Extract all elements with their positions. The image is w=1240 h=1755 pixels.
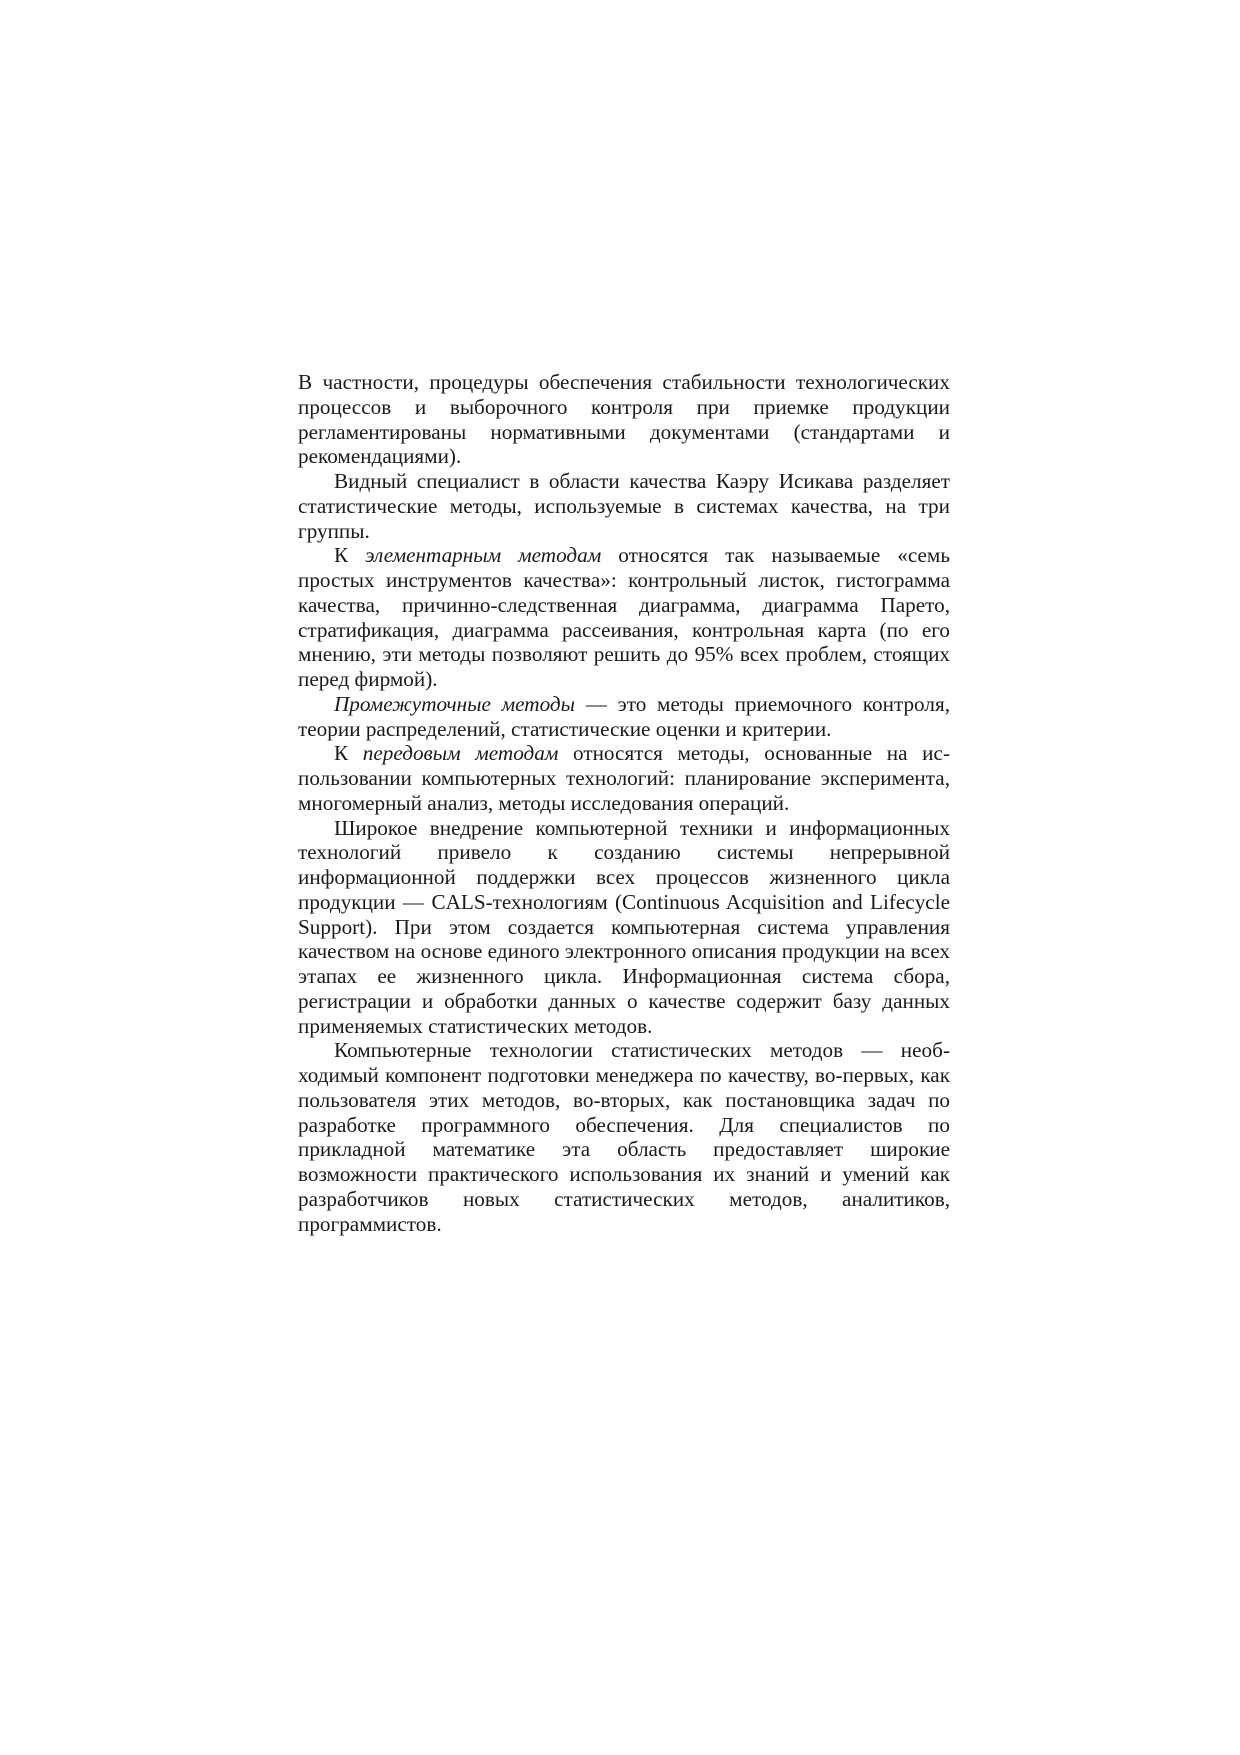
paragraph-5-rest: относятся методы, основанные на использовании компьютерных технологий: планирование эксперимента, многомерный анализ, методы исследования операций. <box>298 741 950 815</box>
paragraph-3-rest: относятся так называемые «семь простых инструментов качества»: контрольный листок, гистограмма качества, причинно-следственная диаграмма, диаграмма Парето, стратификация, диаграмма рассеивания, контрольная карта (по его мнению, эти методы позволяют решить до 95% всех проблем, стоящих перед фирмой). <box>298 543 950 691</box>
paragraph-1 <box>298 370 950 469</box>
paragraph-7-text: Компьютерные технологии статистических методов — необходимый компонент подготовки менеджера по качеству, во-первых, как пользователя этих методов, во-вторых, как постановщика задач по разработке программного обеспечения. Для специалистов по прикладной математике эта область предоставляет широкие возможности практического использования их знаний и умений как разработчиков новых статистических методов, аналитиков, программистов. <box>298 1038 950 1236</box>
paragraph-6 <box>298 816 950 1039</box>
paragraph-4 <box>298 692 950 742</box>
paragraph-3-term: элементарным методам <box>365 543 602 568</box>
paragraph-2 <box>298 469 950 543</box>
paragraph-5 <box>298 741 950 815</box>
paragraph-1-text: В частности, процедуры обеспечения стабильности технологических процессов и выборочного контроля при приемке продукции регламентированы нормативными документами (стандартами и рекомендациями). <box>298 370 950 469</box>
paragraph-3-lead: К <box>334 543 366 568</box>
paragraph-5-term: передовым методам <box>362 741 559 766</box>
paragraph-3 <box>298 543 950 692</box>
text-block <box>298 370 950 1236</box>
paragraph-5-lead: К <box>334 741 363 766</box>
paragraph-7 <box>298 1038 950 1236</box>
paragraph-2-text: Видный специалист в области качества Каэру Исикава разделяет статистические методы, используемые в системах качества, на три группы. <box>298 469 950 543</box>
paragraph-4-rest: — это методы приемочного контроля, теории распределений, статистические оценки и критерии. <box>298 691 950 741</box>
paragraph-4-term: Промежуточные методы <box>334 691 575 716</box>
paragraph-6-text: Широкое внедрение компьютерной техники и информационных технологий привело к созданию системы непрерывной информационной поддержки всех процессов жизненного цикла продукции — CALS-технологиям (Continuous Acquisition and Lifecycle Support). При этом создается компьютерная система управления качеством на основе единого электронного описания продукции на всех этапах ее жизненного цикла. Информационная система сбора, регистрации и обработки данных о качестве содержит базу данных применяемых статистических методов. <box>298 815 950 1038</box>
